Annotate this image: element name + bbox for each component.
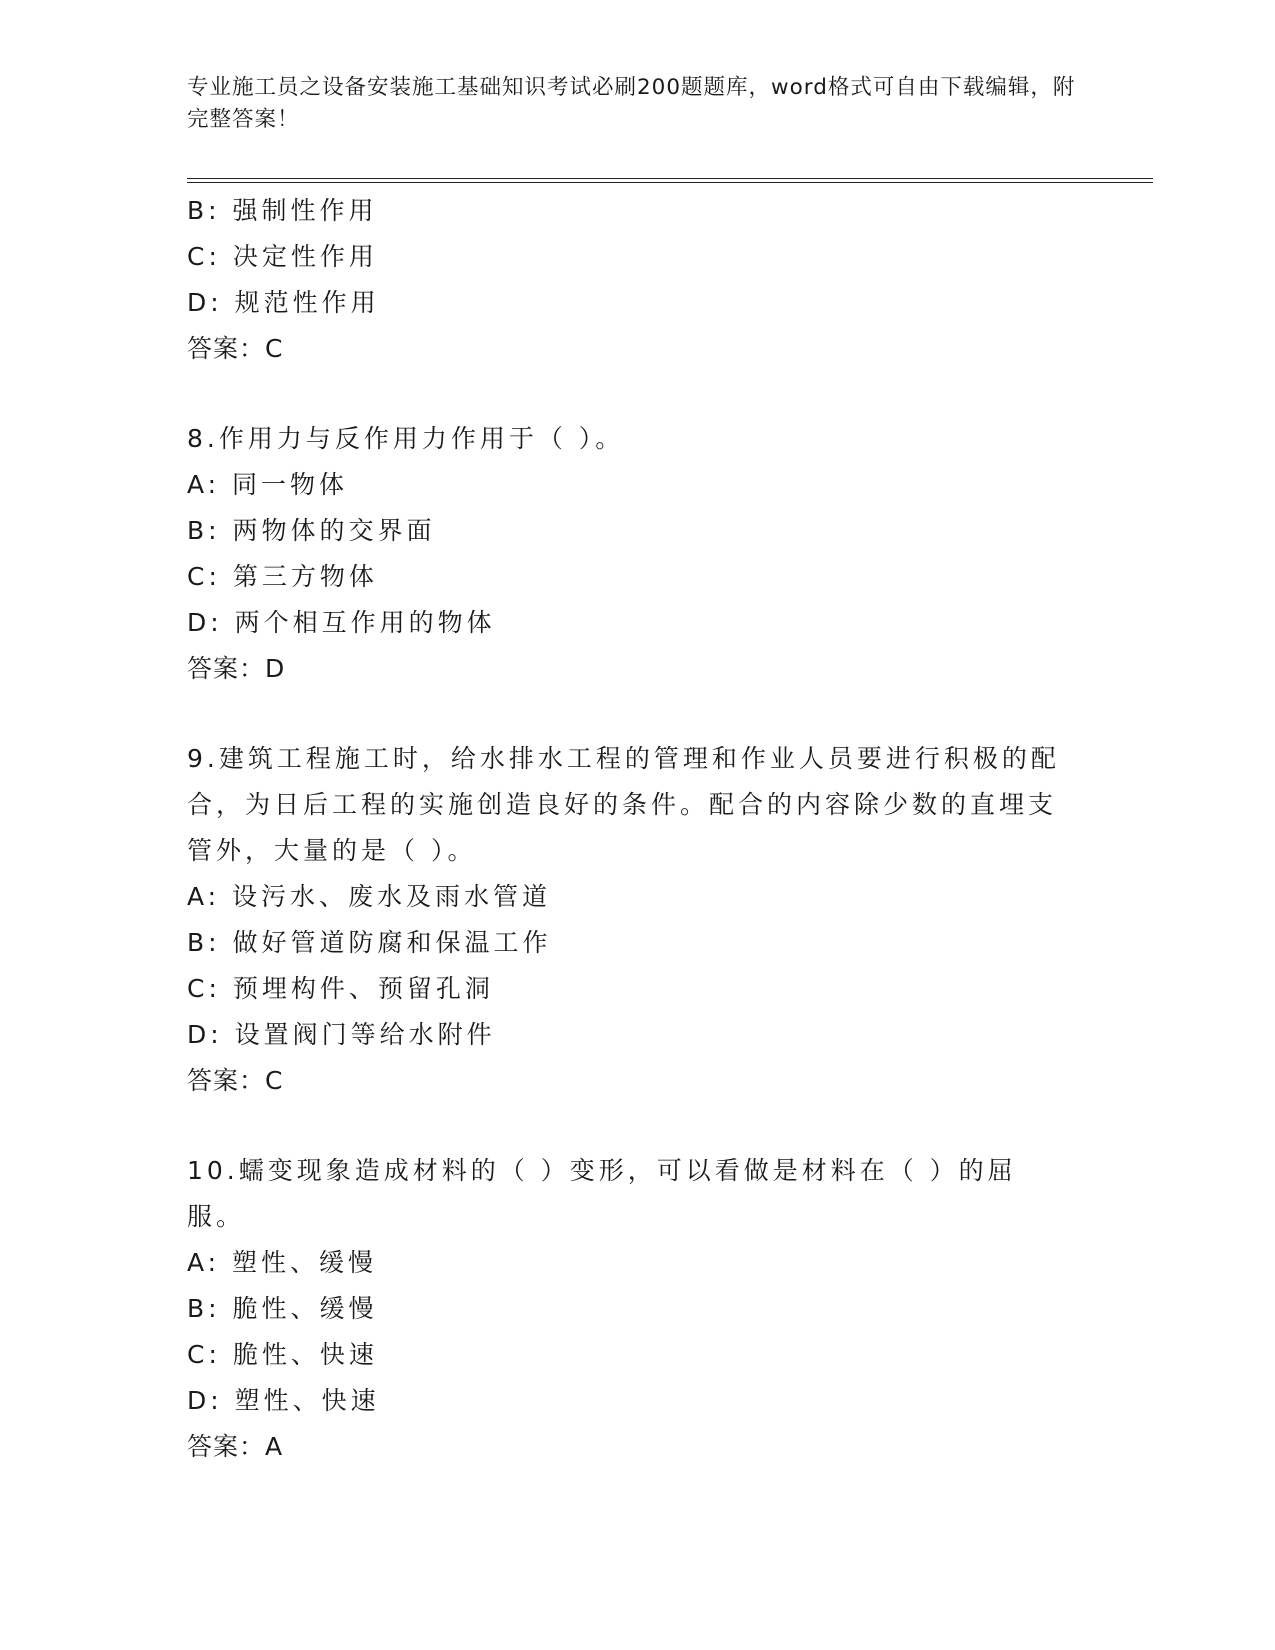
option-c: C: 脆性、快速	[187, 1340, 378, 1369]
answer-label: 答案：A	[187, 1432, 284, 1461]
option-d: D: 两个相互作用的物体	[187, 608, 496, 637]
page-header: 专业施工员之设备安装施工基础知识考试必刷200题题库，word格式可自由下载编辑，附完整答案！	[187, 75, 1076, 132]
question-stem: 9.建筑工程施工时，给水排水工程的管理和作业人员要进行积极的配合，为日后工程的实施创造良好的条件。配合的内容除少数的直埋支管外，大量的是（ ）。	[187, 744, 1060, 865]
option-c: C: 第三方物体	[187, 562, 378, 591]
header-divider	[187, 178, 1153, 183]
option-c: C: 预埋构件、预留孔洞	[187, 974, 494, 1003]
option-b: B: 强制性作用	[187, 196, 378, 225]
option-d: D: 规范性作用	[187, 288, 380, 317]
option-c: C: 决定性作用	[187, 242, 378, 271]
question-stem: 8.作用力与反作用力作用于（ ）。	[187, 424, 625, 453]
question-8	[187, 416, 1067, 692]
question-10	[187, 1148, 1067, 1470]
answer-label: 答案：C	[187, 1066, 284, 1095]
option-b: B: 脆性、缓慢	[187, 1294, 378, 1323]
option-d: D: 设置阀门等给水附件	[187, 1020, 496, 1049]
option-d: D: 塑性、快速	[187, 1386, 380, 1415]
answer-label: 答案：D	[187, 654, 286, 683]
option-b: B: 两物体的交界面	[187, 516, 436, 545]
question-7-continued	[187, 188, 1067, 372]
answer-label: 答案：C	[187, 334, 284, 363]
question-9	[187, 736, 1067, 1104]
question-list	[187, 188, 1067, 1470]
option-a: A: 同一物体	[187, 470, 349, 499]
option-b: B: 做好管道防腐和保温工作	[187, 928, 552, 957]
question-stem: 10.蠕变现象造成材料的（ ）变形，可以看做是材料在（ ）的屈服。	[187, 1156, 1017, 1231]
option-a: A: 塑性、缓慢	[187, 1248, 378, 1277]
option-a: A: 设污水、废水及雨水管道	[187, 882, 552, 911]
